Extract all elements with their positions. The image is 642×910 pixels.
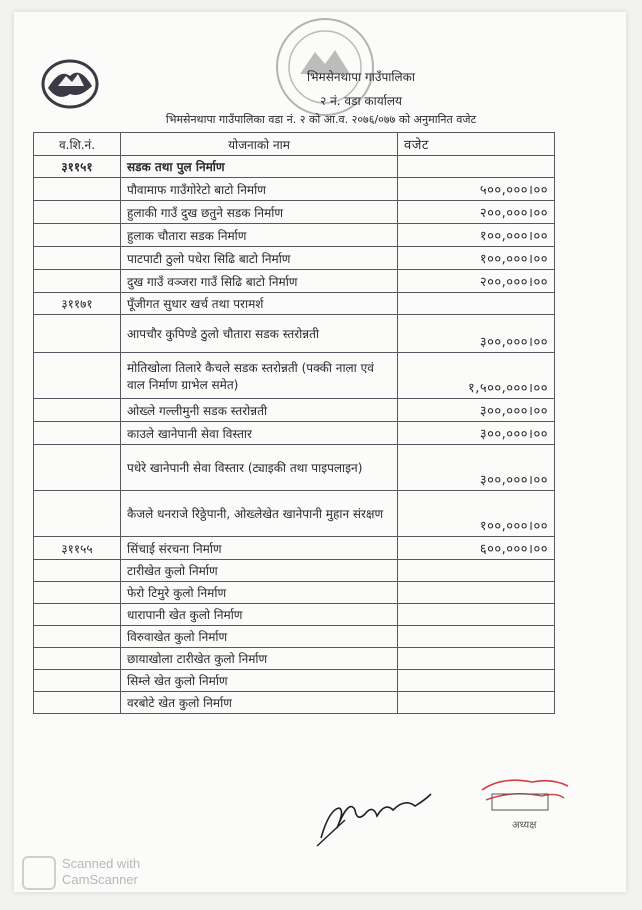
row-name: पाटपाटी ठुलो पधेरा सिढि बाटो निर्माण bbox=[121, 247, 398, 270]
row-budget: ५००,०००।०० bbox=[398, 178, 555, 201]
stamp-text: अध्यक्ष bbox=[512, 820, 537, 831]
table-row bbox=[34, 582, 555, 604]
table-row bbox=[34, 604, 555, 626]
row-code bbox=[34, 224, 121, 247]
row-name: दुख गाउँ वञ्जरा गाउँ सिढि बाटो निर्माण bbox=[121, 270, 398, 293]
watermark-line2: CamScanner bbox=[62, 872, 138, 887]
row-budget bbox=[398, 560, 555, 582]
row-name: सिंचाई संरचना निर्माण bbox=[121, 537, 398, 560]
row-budget: ३००,०००।०० bbox=[398, 315, 555, 353]
table-row bbox=[34, 247, 555, 270]
row-code bbox=[34, 422, 121, 445]
row-budget: १००,०००।०० bbox=[398, 224, 555, 247]
row-code bbox=[34, 201, 121, 224]
table-row bbox=[34, 560, 555, 582]
table-row bbox=[34, 491, 555, 537]
row-name: धारापानी खेत कुलो निर्माण bbox=[121, 604, 398, 626]
table-row bbox=[34, 156, 555, 178]
row-budget: २००,०००।०० bbox=[398, 270, 555, 293]
table-row bbox=[34, 315, 555, 353]
row-name: विरुवाखेत कुलो निर्माण bbox=[121, 626, 398, 648]
table-row bbox=[34, 270, 555, 293]
row-budget bbox=[398, 582, 555, 604]
table-row bbox=[34, 353, 555, 399]
row-code: ३११७१ bbox=[34, 293, 121, 315]
row-budget: १००,०००।०० bbox=[398, 491, 555, 537]
row-name: वरबोटे खेत कुलो निर्माण bbox=[121, 692, 398, 714]
row-name: पौवामाफ गाउँगोरेटो बाटो निर्माण bbox=[121, 178, 398, 201]
row-code bbox=[34, 670, 121, 692]
row-name: मोतिखोला तिलारे कैचले सडक स्तरोन्नती (पक्की नाला एवं वाल निर्माण ग्राभेल समेत) bbox=[121, 353, 398, 399]
row-name: हुलाक चौतारा सडक निर्माण bbox=[121, 224, 398, 247]
row-code bbox=[34, 692, 121, 714]
row-code bbox=[34, 399, 121, 422]
row-budget bbox=[398, 692, 555, 714]
row-code bbox=[34, 270, 121, 293]
table-row bbox=[34, 537, 555, 560]
table-row bbox=[34, 224, 555, 247]
row-budget: १,५००,०००।०० bbox=[398, 353, 555, 399]
row-name: छायाखोला टारीखेत कुलो निर्माण bbox=[121, 648, 398, 670]
row-budget bbox=[398, 626, 555, 648]
scanner-watermark bbox=[62, 856, 140, 888]
row-name: काउले खानेपानी सेवा विस्तार bbox=[121, 422, 398, 445]
row-name: ओख्ले गल्लीमुनी सडक स्तरोन्नती bbox=[121, 399, 398, 422]
row-code bbox=[34, 353, 121, 399]
table-row bbox=[34, 626, 555, 648]
row-code bbox=[34, 247, 121, 270]
row-name: हुलाकी गाउँ दुख छतुने सडक निर्माण bbox=[121, 201, 398, 224]
table-row bbox=[34, 422, 555, 445]
row-code: ३११५१ bbox=[34, 156, 121, 178]
table-row bbox=[34, 399, 555, 422]
column-header-name: योजनाको नाम bbox=[121, 133, 398, 156]
row-name: आपचौर कुपिण्डे ठुलो चौतारा सडक स्तरोन्नती bbox=[121, 315, 398, 353]
column-header-code: व.शि.नं. bbox=[34, 133, 121, 156]
table-row bbox=[34, 692, 555, 714]
municipality-title: भिमसेनथापा गाउँपालिका bbox=[307, 70, 415, 84]
camscanner-logo-icon bbox=[22, 856, 56, 890]
table-row bbox=[34, 293, 555, 315]
row-name: सिम्ले खेत कुलो निर्माण bbox=[121, 670, 398, 692]
row-code bbox=[34, 648, 121, 670]
table-row bbox=[34, 445, 555, 491]
table-row bbox=[34, 201, 555, 224]
row-code bbox=[34, 315, 121, 353]
row-code: ३११५५ bbox=[34, 537, 121, 560]
row-budget bbox=[398, 604, 555, 626]
row-budget: ३००,०००।०० bbox=[398, 445, 555, 491]
table-row bbox=[34, 178, 555, 201]
row-code bbox=[34, 178, 121, 201]
row-budget: ३००,०००।०० bbox=[398, 422, 555, 445]
row-budget bbox=[398, 156, 555, 178]
row-name: टारीखेत कुलो निर्माण bbox=[121, 560, 398, 582]
row-budget: ६००,०००।०० bbox=[398, 537, 555, 560]
row-budget: ३००,०००।०० bbox=[398, 399, 555, 422]
row-budget: २००,०००।०० bbox=[398, 201, 555, 224]
row-name: सडक तथा पुल निर्माण bbox=[121, 156, 398, 178]
row-name: पूँजीगत सुधार खर्च तथा परामर्श bbox=[121, 293, 398, 315]
table-row bbox=[34, 648, 555, 670]
row-code bbox=[34, 445, 121, 491]
budget-table bbox=[33, 132, 555, 714]
table-row bbox=[34, 670, 555, 692]
ward-office-title: २ नं. वडा कार्यालय bbox=[320, 94, 402, 108]
row-name: पधेरे खानेपानी सेवा विस्तार (ट्याइकी तथा पाइपलाइन) bbox=[121, 445, 398, 491]
chairperson-stamp bbox=[472, 772, 572, 836]
row-budget bbox=[398, 670, 555, 692]
row-code bbox=[34, 491, 121, 537]
row-code bbox=[34, 560, 121, 582]
row-code bbox=[34, 604, 121, 626]
row-budget bbox=[398, 293, 555, 315]
row-budget: १००,०००।०० bbox=[398, 247, 555, 270]
row-name: कैजले धनराजे रिठ्ठेपानी, ओख्लेखेत खानेपानी मुहान संरक्षण bbox=[121, 491, 398, 537]
row-name: फेरो टिमुरे कुलो निर्माण bbox=[121, 582, 398, 604]
signature bbox=[315, 780, 435, 850]
row-code bbox=[34, 626, 121, 648]
watermark-line1: Scanned with bbox=[62, 856, 141, 871]
row-budget bbox=[398, 648, 555, 670]
column-header-budget: वजेट bbox=[398, 133, 555, 156]
table-header-row bbox=[34, 133, 555, 156]
row-code bbox=[34, 582, 121, 604]
document-subtitle: भिमसेनथापा गाउँपालिका वडा नं. २ को आ.व. २०७६/०७७ को अनुमानित वजेट bbox=[165, 113, 477, 126]
